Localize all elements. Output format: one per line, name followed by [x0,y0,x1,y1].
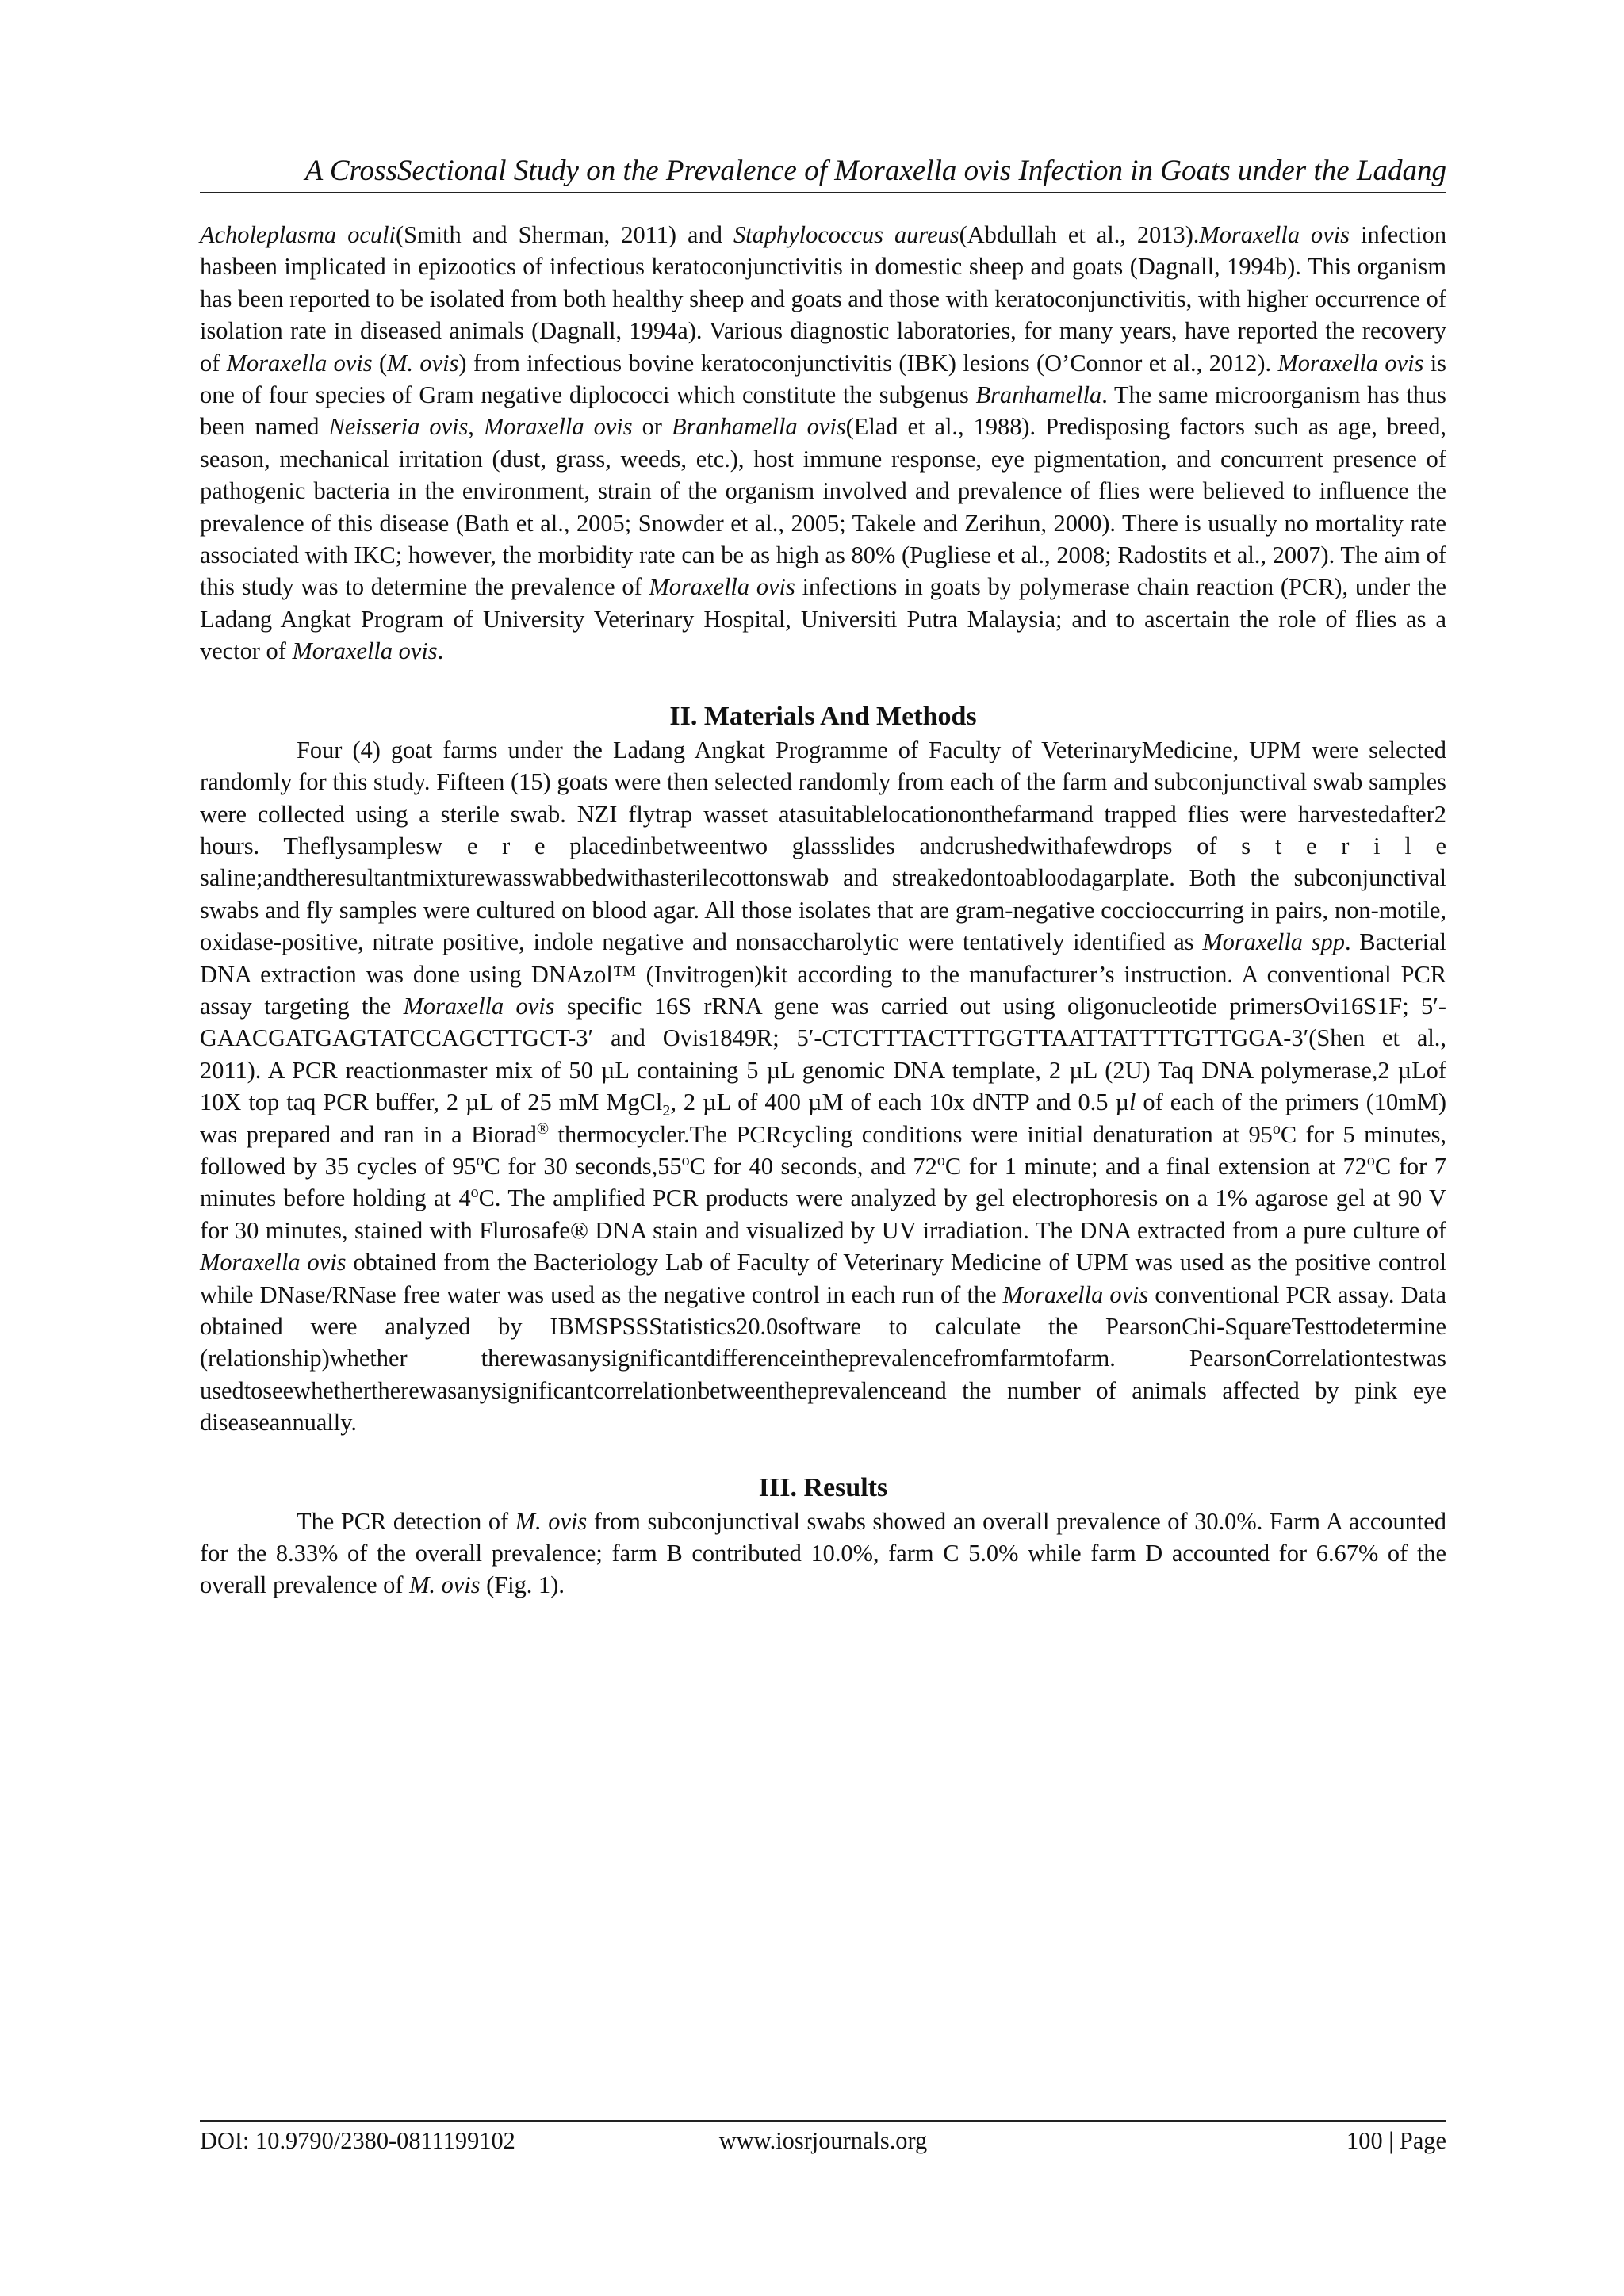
text-run: C for 7 minutes before holding at 4 [200,1152,1447,1212]
text-run: C for 30 seconds,55 [484,1152,682,1180]
italic-term: Moraxella ovis [483,413,633,441]
italic-term: Branhamella [975,381,1102,409]
text-run: (Abdullah et al., 2013). [959,221,1200,248]
superscript: o [936,1151,945,1169]
italic-term: Moraxella ovis [1199,221,1350,248]
italic-term: Moraxella ovis [649,573,795,601]
text-run: C for 1 minute; and a final extension at 72 [944,1152,1367,1180]
materials-methods-paragraph [200,734,1446,1439]
text-run: The PCR detection of [297,1507,515,1535]
text-run: ( [372,349,388,377]
text-run: specific 16S rRNA gene was carried out using oligonucleotide primersOvi16S1F; 5′-GAACGATGAGTATCCAGCTTGCT-3′ and Ovis1849R; 5′-CTCTTTACTTTGGTTAATTATTTTGTTGGA-3′(Shen et al., 2011). A PCR reactionmaster mix of 50 µL containing 5 µL genomic DNA template, 2 µL (2U) Taq DNA polymerase,2 µLof 10X top taq PCR buffer, 2 µL of 25 mM MgCl [200,992,1446,1116]
text-run: obtained from the Bacteriology Lab of Faculty of Veterinary Medicine of UPM was used as the positive control while DNase/RNase free water was used as the negative control in each run of the [200,1249,1446,1308]
text-run: Four (4) goat farms under the Ladang Angkat Programme of Faculty of VeterinaryMedicine, UPM were selected randomly for this study. Fifteen (15) goats were then selected randomly from each of the farm and subconjunctival swab samples were collected using a sterile swab. NZI flytrap wasset atasuitablelocationonthefarmand trapped flies were harvestedafter2 hours. Theflysamplesw e r e placedinbetweentwo glassslides andcrushedwithafewdrops of s t e r i l e saline;andtheresultantmixturewasswabbedwithasterilecottonswab and streakedontoabloodagarplate. Both the subconjunctival swabs and fly samples were cultured on blood agar. All those isolates that are gram-negative coccioccurring in pairs, non-motile, oxidase-positive, nitrate positive, indole negative and nonsaccharolytic were tentatively identified as [200,736,1446,956]
italic-term: M. ovis [387,349,459,377]
text-run: , 2 µL of 400 µM of each 10x dNTP and 0.5 µ [670,1089,1129,1116]
text-run: conventional PCR assay. Data obtained were analyzed by IBMSPSSStatistics20.0software to calculate the PearsonChi-SquareTesttodetermine (relationship)whether therewasanysignificantdifferenceintheprevalencefromfarmtofarm. PearsonCorrelationtestwas usedtoseewhethertherewasanysignificantcorrelationbetweentheprevalenceand the number of animals affected by pink eye diseaseannually. [200,1280,1446,1437]
article-body [200,219,1446,1601]
section-heading-results: III. Results [758,1472,888,1502]
results-paragraph [200,1506,1446,1601]
italic-term: Moraxella ovis [292,637,438,665]
italic-term: Neisseria ovis [328,413,469,441]
superscript: ® [536,1119,550,1138]
text-run: C for 40 seconds, and 72 [689,1152,937,1180]
footer-page-number: 100 | Page [1346,2127,1446,2154]
footer-journal-url: www.iosrjournals.org [718,2127,928,2154]
superscript: o [476,1151,485,1169]
italic-term: Moraxella spp [1202,928,1345,956]
text-run: (Fig. 1). [480,1571,565,1599]
intro-paragraph [200,219,1446,668]
superscript: o [1272,1119,1281,1138]
text-run: (Elad et al., 1988). Predisposing factors such as age, breed, season, mechanical irritation (dust, grass, weeds, etc.), host immune response, eye pigmentation, and concurrent presence of pathogenic bacteria in the environment, strain of the organism involved and prevalence of flies were believed to influence the prevalence of this disease (Bath et al., 2005; Snowder et al., 2005; Takele and Zerihun, 2000). There is usually no mortality rate associated with IKC; however, the morbidity rate can be as high as 80% (Pugliese et al., 2008; Radostits et al., 2007). The aim of this study was to determine the prevalence of [200,413,1446,601]
text-run: is one of four species of Gram negative diplococci which constitute the subgenus [200,349,1446,409]
subscript: 2 [662,1102,671,1120]
superscript: o [681,1151,690,1169]
text-run: or [632,413,672,441]
italic-term: Moraxella ovis [1002,1280,1149,1308]
text-run: . The same microorganism has thus been named [200,381,1446,441]
text-run: from subconjunctival swabs showed an overall prevalence of 30.0%. Farm A accounted for the 8.33% of the overall prevalence; farm B contributed 10.0%, farm C 5.0% while farm D accounted for 6.67% of the overall prevalence of [200,1507,1446,1599]
italic-term: Moraxella ovis [403,992,555,1020]
superscript: o [470,1184,479,1202]
superscript: o [1366,1151,1375,1169]
text-run: C. The amplified PCR products were analyzed by gel electrophoresis on a 1% agarose gel at 90 V for 30 minutes, stained with Flurosafe® DNA stain and visualized by UV irradiation. The DNA extracted from a pure culture of [200,1184,1446,1244]
text-run: ) from infectious bovine keratoconjunctivitis (IBK) lesions (O’Connor et al., 2012). [458,349,1278,377]
italic-term: Acholeplasma oculi [200,221,396,248]
italic-term: Moraxella ovis [200,1249,347,1276]
text-run: thermocycler.The PCRcycling conditions were initial denaturation at 95 [549,1120,1273,1148]
text-run: . [437,637,444,665]
text-run: infection hasbeen implicated in epizootics of infectious keratoconjunctivitis in domestic sheep and goats (Dagnall, 1994b). This organism has been reported to be isolated from both healthy sheep and goats and those with keratoconjunctivitis, with higher occurrence of isolation rate in diseased animals (Dagnall, 1994a). Various diagnostic laboratories, for many years, have reported the recovery of [200,221,1447,377]
section-heading-materials-methods: II. Materials And Methods [669,701,977,731]
footer-doi: DOI: 10.9790/2380-0811199102 [200,2127,515,2154]
running-header: A CrossSectional Study on the Prevalence of Moraxella ovis Infection in Goats under the Ladang [200,152,1446,193]
text-run: , [468,413,484,441]
text-run: . Bacterial DNA extraction was done using DNAzol™ (Invitrogen)kit according to the manufacturer’s instruction. A conventional PCR assay targeting the [200,928,1446,1020]
italic-term: l [1128,1089,1136,1116]
text-run: C for 5 minutes, followed by 35 cycles of 95 [200,1120,1447,1180]
italic-term: Moraxella ovis [1277,349,1424,377]
italic-term: Branhamella ovis [671,413,846,441]
page-footer [200,2120,1446,2156]
italic-term: Staphylococcus aureus [733,221,959,248]
italic-term: M. ovis [409,1571,481,1599]
italic-term: M. ovis [515,1507,588,1535]
text-run: infections in goats by polymerase chain reaction (PCR), under the Ladang Angkat Program of University Veterinary Hospital, Universiti Putra Malaysia; and to ascertain the role of flies as a vector of [200,573,1447,665]
text-run: (Smith and Sherman, 2011) and [395,221,733,248]
italic-term: Moraxella ovis [226,349,373,377]
text-run: of each of the primers (10mM) was prepared and ran in a Biorad [200,1089,1446,1148]
